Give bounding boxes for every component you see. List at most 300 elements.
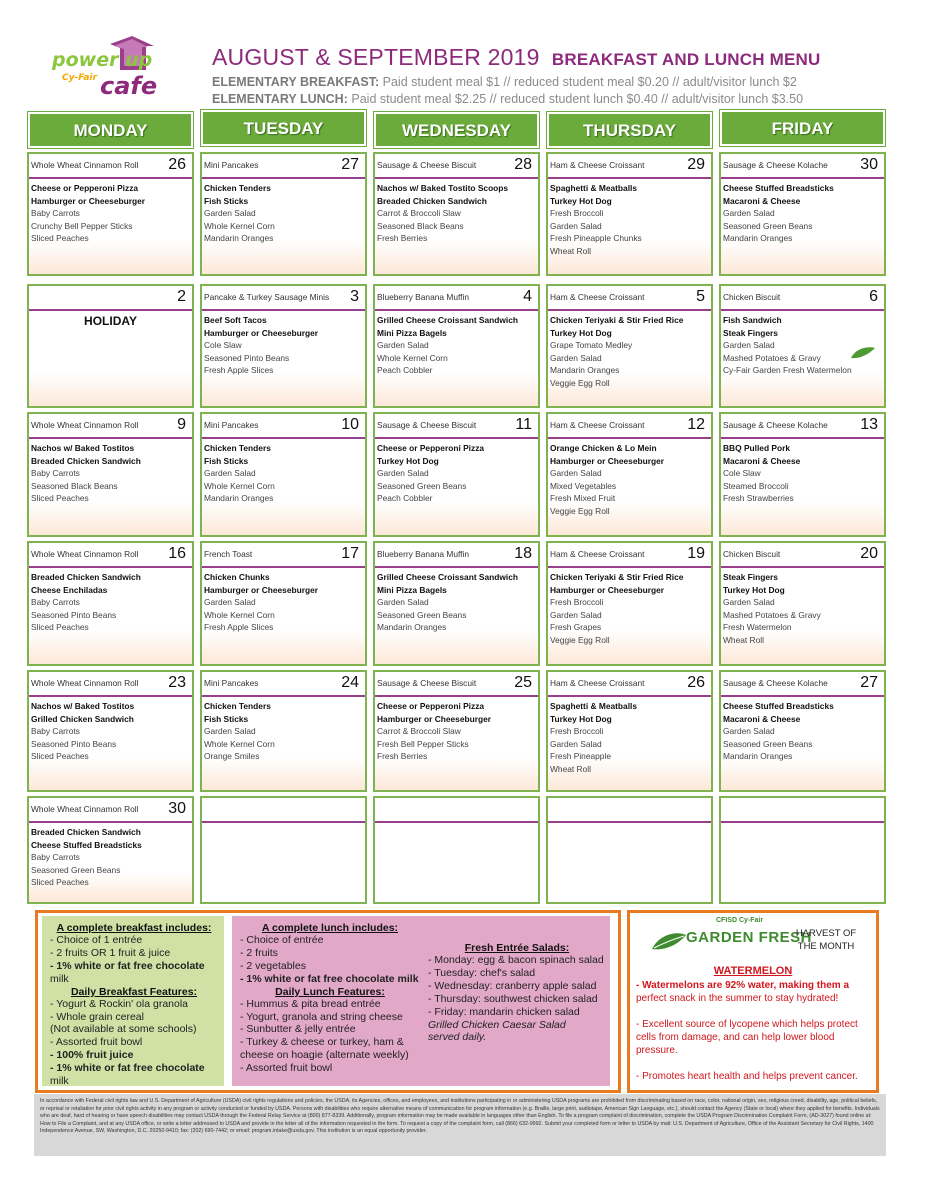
breakfast-item: Whole Wheat Cinnamon Roll <box>31 420 139 430</box>
lunch-entree: BBQ Pulled Pork <box>723 443 791 453</box>
power-up-cafe-logo <box>48 36 166 106</box>
day-cell-header <box>202 154 365 179</box>
harvest-of-the-month-box <box>627 910 879 1093</box>
lunch-side: Seasoned Pinto Beans <box>204 352 290 363</box>
svg-text:power up: power up <box>52 49 153 71</box>
lunch-entree: Chicken Tenders <box>204 443 271 453</box>
day-number: 6 <box>869 288 878 305</box>
day-cell <box>200 412 367 537</box>
day-cell-header <box>548 414 711 439</box>
day-number: 11 <box>515 416 532 433</box>
day-number: 26 <box>687 674 705 691</box>
lunch-side: Garden Salad <box>204 468 256 479</box>
breakfast-prices <box>212 75 797 89</box>
lunch-side: Veggie Egg Roll <box>550 377 610 388</box>
lunch-entree: Steak Fingers <box>723 572 778 582</box>
lunch-side: Whole Kernel Corn <box>377 352 448 363</box>
lunch-info-box <box>232 916 610 1086</box>
day-cell-header <box>29 672 192 697</box>
lunch-entree: Breaded Chicken Sandwich <box>31 827 141 837</box>
day-cell <box>546 152 713 276</box>
lunch-include-item: - 1% white or fat free chocolate milk <box>240 972 419 985</box>
harvest-fact-1-rest: perfect snack in the summer to stay hydrated! <box>636 993 839 1004</box>
garden-fresh-leaf-icon <box>850 346 876 360</box>
day-cell <box>373 541 540 666</box>
breakfast-include-item: - 2 fruits OR 1 fruit & juice <box>50 946 171 959</box>
salad-item: - Monday: egg & bacon spinach salad <box>428 954 604 966</box>
day-cell-header <box>548 286 711 311</box>
day-cell-header <box>548 543 711 568</box>
lunch-side: Garden Salad <box>204 597 256 608</box>
lunch-items <box>29 823 192 889</box>
breakfast-item: Ham & Cheese Croissant <box>550 549 645 559</box>
lunch-items <box>29 439 192 505</box>
lunch-side: Mandarin Oranges <box>204 233 274 244</box>
lunch-entree: Chicken Teriyaki & Stir Fried Rice <box>550 572 684 582</box>
day-cell-header <box>29 154 192 179</box>
day-cell <box>719 152 886 276</box>
breakfast-item: Sausage & Cheese Kolache <box>723 420 828 430</box>
lunch-side: Seasoned Pinto Beans <box>31 738 117 749</box>
lunch-items <box>202 439 365 505</box>
lunch-items <box>375 568 538 634</box>
lunch-entree: Chicken Chunks <box>204 572 270 582</box>
lunch-items <box>548 697 711 776</box>
lunch-entree: Hamburger or Cheeseburger <box>204 584 319 595</box>
lunch-feature-item: - Hummus & pita bread entrée <box>240 997 381 1010</box>
lunch-entree: Nachos w/ Baked Tostitos <box>31 443 135 453</box>
day-cell <box>200 670 367 792</box>
lunch-side: Seasoned Green Beans <box>723 220 813 231</box>
lunch-entree: Nachos w/ Baked Tostitos <box>31 701 135 711</box>
day-cell-header <box>375 414 538 439</box>
harvest-fact-1-bold: - Watermelons are 92% water, making them a <box>636 980 850 991</box>
day-cell <box>200 541 367 666</box>
lunch-price-text: Paid student meal $2.25 // reduced student lunch $0.40 // adult/visitor lunch $3.50 <box>351 92 804 106</box>
breakfast-item: Chicken Biscuit <box>723 292 781 302</box>
lunch-entree: Hamburger or Cheeseburger <box>204 327 319 338</box>
lunch-entree: Cheese Stuffed Breadsticks <box>723 701 834 711</box>
breakfast-features-heading: Daily Breakfast Features: <box>70 985 198 998</box>
day-cell <box>200 284 367 408</box>
lunch-side: Baby Carrots <box>31 726 80 737</box>
day-number: 26 <box>168 156 186 173</box>
day-cell-header <box>548 798 711 823</box>
lunch-side: Sliced Peaches <box>31 622 89 633</box>
lunch-entree: Beef Soft Tacos <box>204 315 267 325</box>
lunch-side: Garden Salad <box>550 738 602 749</box>
breakfast-item: Mini Pancakes <box>204 160 259 170</box>
day-cell <box>200 152 367 276</box>
breakfast-item: Sausage & Cheese Biscuit <box>377 420 477 430</box>
lunch-side: Fresh Mixed Fruit <box>550 493 616 504</box>
day-cell <box>27 541 194 666</box>
lunch-side: Fresh Broccoli <box>550 726 604 737</box>
lunch-side: Peach Cobbler <box>377 365 433 376</box>
lunch-entree: Grilled Cheese Croissant Sandwich <box>377 572 519 582</box>
garden-fresh-logo-text: GARDEN FRESH <box>686 929 813 946</box>
usda-nondiscrimination-statement: In accordance with Federal civil rights law and U.S. Department of Agriculture (USDA) civil rights regulations and policies, the USDA, its Agencies, offices, and employees, and institutions participating in or administering USDA programs are prohibited from discriminating based on race, color, national origin, sex, religious creed, disability, age, political beliefs, or reprisal or retaliation for prior civil rights activity in any program or activity conducted or funded by USDA. Persons with disabilities who require alternative means of communication for program information (e.g. Braille, large print, audiotape, American Sign Language, etc.), should contact the Agency (State or local) where they applied for benefits. Individuals who are deaf, hard of hearing or have speech disabilities may contact USDA through the Federal Relay Service at (800) 877-8339. Additionally, program information may be made available in languages other than English. To file a program complaint of discrimination, complete the USDA Program Discrimination Complaint Form, (AD-3027) found online at: How to File a Complaint, and at any USDA office, or write a letter addressed to USDA and provide in the letter all of the information requested in the form. To request a copy of the complaint form, call (866) 632-9992. Submit your completed form or letter to USDA by mail: U.S. Department of Agriculture, Office of the Assistant Secretary for Civil Rights, 1400 Independence Avenue, SW, Washington, D.C. 20250-9410; fax: (202) 690-7442; or email: program.intake@usda.gov. This institution is an equal opportunity provider. <box>34 1094 886 1156</box>
lunch-price-label: ELEMENTARY LUNCH: <box>212 92 348 106</box>
lunch-items <box>548 568 711 647</box>
day-cell-header <box>29 543 192 568</box>
breakfast-feature-item: - Assorted fruit bowl <box>50 1036 143 1049</box>
breakfast-item: Ham & Cheese Croissant <box>550 678 645 688</box>
day-cell <box>373 670 540 792</box>
day-number: 27 <box>341 156 359 173</box>
lunch-side: Mandarin Oranges <box>723 751 793 762</box>
day-cell-header <box>721 543 884 568</box>
lunch-entree: Hamburger or Cheeseburger <box>377 713 492 724</box>
breakfast-include-item: - Choice of 1 entrée <box>50 934 143 946</box>
lunch-side: Baby Carrots <box>31 852 80 863</box>
lunch-entree: Cheese Stuffed Breadsticks <box>31 839 142 850</box>
breakfast-includes-list <box>50 934 218 986</box>
salad-item: Grilled Chicken Caesar Salad <box>428 1018 566 1031</box>
lunch-features-list <box>240 998 420 1075</box>
lunch-side: Seasoned Pinto Beans <box>31 609 117 620</box>
salad-item: served daily. <box>428 1031 487 1044</box>
breakfast-include-item: - 1% white or fat free chocolate <box>50 959 205 972</box>
title-main: AUGUST & SEPTEMBER 2019 <box>212 44 540 70</box>
lunch-side: Mandarin Oranges <box>377 622 447 633</box>
lunch-items <box>375 179 538 245</box>
lunch-side: Fresh Berries <box>377 751 428 762</box>
day-cell <box>719 796 886 904</box>
lunch-items <box>721 697 884 763</box>
lunch-side: Cole Slaw <box>723 468 761 479</box>
garden-fresh-brand: CFISD Cy-Fair <box>716 917 764 924</box>
page-title <box>212 44 821 71</box>
day-cell <box>27 796 194 904</box>
breakfast-feature-item: milk <box>50 1075 69 1088</box>
lunch-side: Fresh Broccoli <box>550 208 604 219</box>
day-header-monday: MONDAY <box>28 112 193 148</box>
day-number: 18 <box>514 545 532 562</box>
day-number: 3 <box>350 288 359 305</box>
lunch-side: Cy-Fair Garden Fresh Watermelon <box>723 365 852 376</box>
lunch-entree: Turkey Hot Dog <box>550 327 612 338</box>
lunch-include-item: - 2 fruits <box>240 946 278 959</box>
day-number: 10 <box>341 416 359 433</box>
lunch-side: Carrot & Broccoli Slaw <box>377 208 461 219</box>
breakfast-item: Mini Pancakes <box>204 420 259 430</box>
day-cell-header <box>202 286 365 311</box>
lunch-items <box>29 697 192 763</box>
lunch-side: Seasoned Black Beans <box>31 480 118 491</box>
lunch-items <box>29 179 192 245</box>
lunch-entree: Fish Sticks <box>204 455 249 466</box>
lunch-side: Sliced Peaches <box>31 751 89 762</box>
day-cell-header <box>375 543 538 568</box>
day-cell-header <box>375 798 538 823</box>
salads-heading: Fresh Entrée Salads: <box>464 942 570 954</box>
breakfast-feature-item: - 1% white or fat free chocolate <box>50 1062 205 1075</box>
lunch-side: Fresh Bell Pepper Sticks <box>377 738 469 749</box>
day-number: 30 <box>860 156 878 173</box>
day-header-friday: FRIDAY <box>720 110 885 146</box>
day-cell <box>719 670 886 792</box>
breakfast-item: Blueberry Banana Muffin <box>377 292 470 302</box>
breakfast-include-item: milk <box>50 972 69 985</box>
day-number: 20 <box>860 545 878 562</box>
lunch-side: Garden Salad <box>723 726 775 737</box>
lunch-side: Seasoned Green Beans <box>377 609 467 620</box>
lunch-side: Fresh Watermelon <box>723 622 792 633</box>
day-number: 19 <box>687 545 705 562</box>
breakfast-feature-item: - 100% fruit juice <box>50 1049 134 1062</box>
lunch-side: Garden Salad <box>550 609 602 620</box>
svg-text:cafe: cafe <box>100 72 158 100</box>
lunch-side: Mandarin Oranges <box>723 233 793 244</box>
lunch-side: Garden Salad <box>550 352 602 363</box>
lunch-side: Steamed Broccoli <box>723 480 789 491</box>
lunch-side: Fresh Pineapple Chunks <box>550 233 642 244</box>
lunch-entree: Mini Pizza Bagels <box>377 327 447 338</box>
lunch-entree: Fish Sandwich <box>723 315 782 325</box>
day-cell-header <box>548 154 711 179</box>
lunch-side: Garden Salad <box>204 208 256 219</box>
lunch-entree: Turkey Hot Dog <box>377 455 439 466</box>
day-cell-header <box>202 543 365 568</box>
day-cell-header <box>721 798 884 823</box>
breakfast-item: Pancake & Turkey Sausage Minis <box>204 292 330 302</box>
day-cell <box>27 284 194 408</box>
breakfast-feature-item: (Not available at some schools) <box>50 1023 197 1036</box>
lunch-side: Garden Salad <box>377 597 429 608</box>
day-number: 24 <box>341 674 359 691</box>
lunch-side: Peach Cobbler <box>377 493 433 504</box>
lunch-feature-item: - Assorted fruit bowl <box>240 1062 333 1075</box>
lunch-entree: Mini Pizza Bagels <box>377 584 447 595</box>
holiday-label: HOLIDAY <box>84 314 137 328</box>
day-cell-header <box>721 286 884 311</box>
lunch-items <box>548 179 711 258</box>
lunch-entree: Hamburger or Cheeseburger <box>31 195 146 206</box>
lunch-side: Crunchy Bell Pepper Sticks <box>31 220 133 231</box>
lunch-side: Wheat Roll <box>550 245 591 256</box>
entree-salads-column <box>428 942 606 1044</box>
day-number: 28 <box>514 156 532 173</box>
day-cell <box>200 796 367 904</box>
breakfast-item: Ham & Cheese Croissant <box>550 292 645 302</box>
lunch-entree: Macaroni & Cheese <box>723 455 801 466</box>
breakfast-item: Whole Wheat Cinnamon Roll <box>31 804 139 814</box>
lunch-entree: Steak Fingers <box>723 327 778 338</box>
harvest-fact-3: - Promotes heart health and helps prevent cancer. <box>636 1071 858 1082</box>
lunch-entree: Macaroni & Cheese <box>723 713 801 724</box>
lunch-side: Mashed Potatoes & Gravy <box>723 352 821 363</box>
lunch-entree: Turkey Hot Dog <box>550 195 612 206</box>
svg-text:Cy-Fair: Cy-Fair <box>62 73 97 83</box>
lunch-side: Whole Kernel Corn <box>204 738 275 749</box>
lunch-side: Sliced Peaches <box>31 493 89 504</box>
lunch-side: Garden Salad <box>550 468 602 479</box>
lunch-entree: Cheese or Pepperoni Pizza <box>31 183 139 193</box>
day-number: 2 <box>177 288 186 305</box>
lunch-entree: Turkey Hot Dog <box>723 584 785 595</box>
lunch-side: Garden Salad <box>723 340 775 351</box>
breakfast-price-text: Paid student meal $1 // reduced student meal $0.20 // adult/visitor lunch $2 <box>382 75 797 89</box>
lunch-side: Whole Kernel Corn <box>204 480 275 491</box>
lunch-entree: Chicken Tenders <box>204 183 271 193</box>
lunch-entree: Macaroni & Cheese <box>723 195 801 206</box>
day-cell <box>546 412 713 537</box>
day-cell <box>546 796 713 904</box>
breakfast-item: Whole Wheat Cinnamon Roll <box>31 678 139 688</box>
day-number: 12 <box>687 416 705 433</box>
day-cell <box>546 284 713 408</box>
day-number: 27 <box>860 674 878 691</box>
lunch-side: Fresh Pineapple <box>550 751 611 762</box>
lunch-items <box>721 179 884 245</box>
lunch-items <box>202 697 365 763</box>
lunch-items <box>375 439 538 505</box>
breakfast-item: Chicken Biscuit <box>723 549 781 559</box>
lunch-side: Wheat Roll <box>550 763 591 774</box>
day-number: 5 <box>696 288 705 305</box>
lunch-items <box>29 568 192 634</box>
lunch-side: Veggie Egg Roll <box>550 505 610 516</box>
breakfast-box-heading: A complete breakfast includes: <box>56 922 212 934</box>
breakfast-item: Mini Pancakes <box>204 678 259 688</box>
lunch-includes-list <box>240 934 420 986</box>
lunch-entree: Fish Sticks <box>204 713 249 724</box>
day-cell-header <box>375 286 538 311</box>
lunch-side: Garden Salad <box>377 468 429 479</box>
lunch-entree: Cheese or Pepperoni Pizza <box>377 701 485 711</box>
lunch-side: Sliced Peaches <box>31 233 89 244</box>
lunch-side: Seasoned Black Beans <box>377 220 464 231</box>
day-number: 23 <box>168 674 186 691</box>
breakfast-item: Ham & Cheese Croissant <box>550 420 645 430</box>
lunch-feature-item: cheese on hoagie (alternate weekly) <box>240 1049 409 1062</box>
lunch-side: Mashed Potatoes & Gravy <box>723 609 821 620</box>
lunch-include-item: - 2 vegetables <box>240 959 306 972</box>
lunch-entree: Breaded Chicken Sandwich <box>31 572 141 582</box>
day-cell <box>373 796 540 904</box>
lunch-side: Seasoned Green Beans <box>723 738 813 749</box>
day-cell-header <box>375 154 538 179</box>
lunch-prices <box>212 92 803 106</box>
day-cell <box>546 541 713 666</box>
harvest-fact-1 <box>636 979 874 1005</box>
day-cell-header <box>548 672 711 697</box>
day-header-tuesday: TUESDAY <box>201 110 366 146</box>
day-cell <box>546 670 713 792</box>
lunch-side: Baby Carrots <box>31 208 80 219</box>
day-number: 16 <box>168 545 186 562</box>
breakfast-item: French Toast <box>204 549 253 559</box>
lunch-side: Whole Kernel Corn <box>204 220 275 231</box>
lunch-entree: Breaded Chicken Sandwich <box>377 195 487 206</box>
day-number: 25 <box>514 674 532 691</box>
lunch-include-item: - Choice of entrée <box>240 934 324 946</box>
lunch-side: Fresh Grapes <box>550 622 602 633</box>
lunch-side: Baby Carrots <box>31 468 80 479</box>
lunch-side: Fresh Berries <box>377 233 428 244</box>
lunch-entree: Grilled Chicken Sandwich <box>31 713 134 724</box>
lunch-side: Garden Salad <box>723 208 775 219</box>
salad-item: - Thursday: southwest chicken salad <box>428 992 598 1005</box>
lunch-entree: Grilled Cheese Croissant Sandwich <box>377 315 519 325</box>
lunch-items <box>202 568 365 634</box>
harvest-fruit-name: WATERMELON <box>713 965 793 977</box>
lunch-items <box>202 311 365 377</box>
day-cell <box>719 412 886 537</box>
day-cell <box>373 284 540 408</box>
lunch-entree: Cheese or Pepperoni Pizza <box>377 443 485 453</box>
breakfast-item: Whole Wheat Cinnamon Roll <box>31 160 139 170</box>
lunch-side: Orange Smiles <box>204 751 260 762</box>
lunch-box-heading: A complete lunch includes: <box>261 922 399 934</box>
lunch-items <box>721 439 884 505</box>
breakfast-feature-item: - Whole grain cereal <box>50 1010 144 1023</box>
breakfast-feature-item: - Yogurt & Rockin' ola granola <box>50 997 189 1010</box>
breakfast-item: Whole Wheat Cinnamon Roll <box>31 549 139 559</box>
lunch-entree: Spaghetti & Meatballs <box>550 701 638 711</box>
lunch-side: Fresh Strawberries <box>723 493 794 504</box>
lunch-items <box>721 568 884 647</box>
day-header-thursday: THURSDAY <box>547 112 712 148</box>
breakfast-item: Ham & Cheese Croissant <box>550 160 645 170</box>
day-cell-header <box>29 286 192 311</box>
lunch-entree: Chicken Teriyaki & Stir Fried Rice <box>550 315 684 325</box>
day-number: 17 <box>341 545 359 562</box>
lunch-entree: Hamburger or Cheeseburger <box>550 455 665 466</box>
salad-item: - Wednesday: cranberry apple salad <box>428 979 597 992</box>
day-cell <box>27 412 194 537</box>
lunch-items <box>721 311 884 377</box>
lunch-items <box>29 328 192 331</box>
lunch-side: Sliced Peaches <box>31 877 89 888</box>
lunch-side: Wheat Roll <box>723 634 764 645</box>
day-cell-header <box>29 414 192 439</box>
lunch-entree: Cheese Stuffed Breadsticks <box>723 183 834 193</box>
lunch-side: Garden Salad <box>723 597 775 608</box>
day-cell <box>719 284 886 408</box>
day-cell-header <box>375 672 538 697</box>
lunch-items <box>548 311 711 390</box>
lunch-side: Garden Salad <box>204 726 256 737</box>
day-cell-header <box>721 414 884 439</box>
lunch-side: Garden Salad <box>550 220 602 231</box>
lunch-entree: Nachos w/ Baked Tostito Scoops <box>377 183 509 193</box>
lunch-side: Fresh Apple Slices <box>204 622 274 633</box>
day-cell-header <box>202 798 365 823</box>
title-sub: BREAKFAST AND LUNCH MENU <box>551 50 821 69</box>
salad-item: - Friday: mandarin chicken salad <box>428 1005 580 1018</box>
day-cell-header <box>202 672 365 697</box>
breakfast-item: Blueberry Banana Muffin <box>377 549 470 559</box>
lunch-entree: Turkey Hot Dog <box>550 713 612 724</box>
lunch-entree: Breaded Chicken Sandwich <box>31 455 141 466</box>
lunch-side: Garden Salad <box>377 340 429 351</box>
lunch-features-heading: Daily Lunch Features: <box>275 985 385 998</box>
breakfast-item: Sausage & Cheese Kolache <box>723 160 828 170</box>
lunch-side: Grape Tomato Medley <box>550 340 633 351</box>
lunch-entree: Hamburger or Cheeseburger <box>550 584 665 595</box>
lunch-side: Mandarin Oranges <box>550 365 620 376</box>
lunch-feature-item: - Yogurt, granola and string cheese <box>240 1010 403 1023</box>
breakfast-item: Sausage & Cheese Biscuit <box>377 678 477 688</box>
lunch-entree: Spaghetti & Meatballs <box>550 183 638 193</box>
day-number: 29 <box>687 156 705 173</box>
lunch-side: Baby Carrots <box>31 597 80 608</box>
lunch-side: Cole Slaw <box>204 340 242 351</box>
lunch-side: Fresh Broccoli <box>550 597 604 608</box>
lunch-includes-column <box>240 922 420 1075</box>
